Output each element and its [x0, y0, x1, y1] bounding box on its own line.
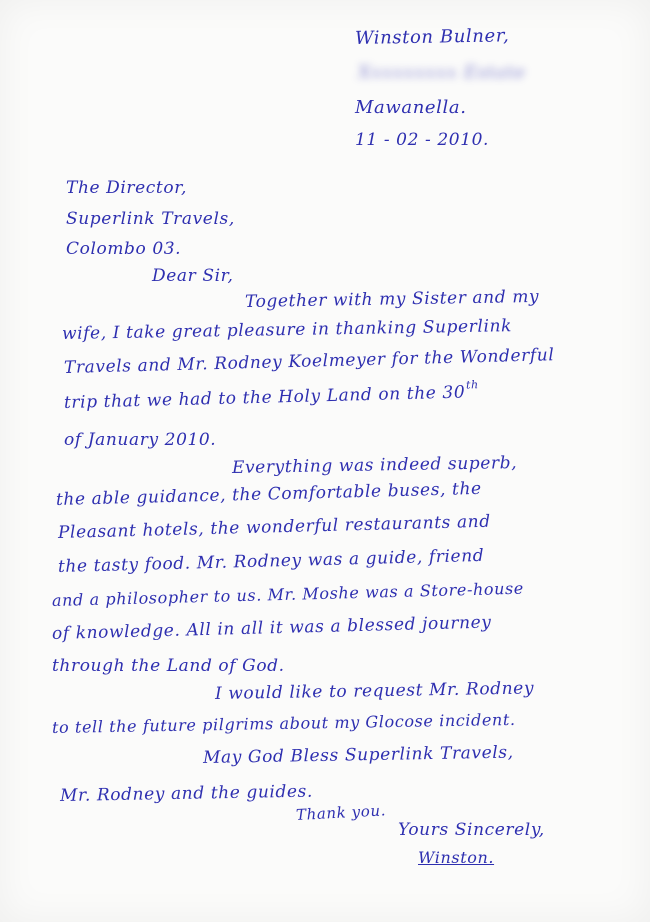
body-line: Together with my Sister and my [244, 286, 540, 312]
recipient-line-3: Colombo 03. [66, 239, 182, 259]
body-line: Pleasant hotels, the wonderful restaurants and [57, 511, 491, 543]
thank-you: Thank you. [295, 801, 387, 824]
sender-name: Winston Bulner, [354, 25, 510, 49]
body-line: wife, I take great pleasure in thanking Superlink [61, 316, 513, 344]
body-line: of knowledge. All in all it was a blessed journey [51, 612, 492, 644]
salutation: Dear Sir, [152, 266, 234, 286]
body-line: and a philosopher to us. Mr. Moshe was a Store-house [51, 578, 525, 610]
ordinal-suffix: th [465, 378, 479, 392]
signature: Winston. [418, 848, 495, 867]
body-line: I would like to request Mr. Rodney [214, 678, 535, 704]
sender-address-redacted: Xxxxxxxxx Estate [358, 62, 526, 83]
body-line: of January 2010. [64, 430, 217, 450]
recipient-line-2: Superlink Travels, [66, 209, 235, 229]
recipient-line-1: The Director, [66, 178, 188, 198]
body-line: through the Land of God. [52, 656, 285, 676]
body-line: the able guidance, the Comfortable buses, the [55, 478, 482, 510]
body-line: Everything was indeed superb, [231, 453, 518, 478]
sender-city: Mawanella. [355, 97, 467, 118]
bleed-through-marks: ​ [28, 60, 32, 90]
body-line: Mr. Rodney and the guides. [59, 781, 314, 806]
body-line: Travels and Mr. Rodney Koelmeyer for the Wonderful [63, 345, 555, 378]
letter-date: 11 - 02 - 2010. [355, 130, 490, 150]
body-line-with-ordinal [63, 378, 479, 413]
body-line: May God Bless Superlink Travels, [202, 742, 514, 768]
body-line: trip that we had to the Holy Land on the 30 [63, 382, 466, 413]
body-line: to tell the future pilgrims about my Glocose incident. [51, 709, 516, 737]
body-line: the tasty food. Mr. Rodney was a guide, friend [57, 545, 485, 577]
closing: Yours Sincerely, [398, 820, 545, 840]
